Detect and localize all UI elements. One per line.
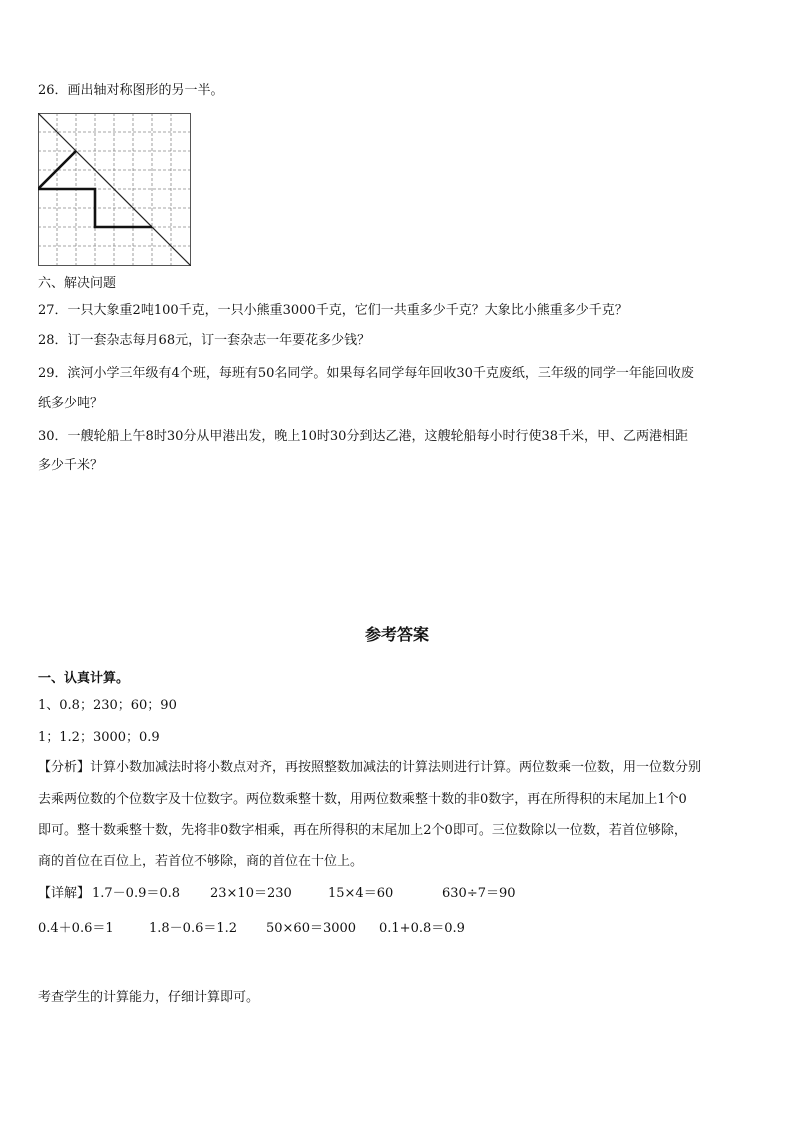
analysis-line-2: 去乘两位数的个位数字及十位数字。两位数乘整十数，用两位数乘整十数的非0数字，再在所得积的末尾加上1个0 (38, 792, 687, 807)
detail-equation: 0.4＋0.6＝1 (38, 921, 114, 936)
detail-equation: 1.8－0.6＝1.2 (149, 921, 238, 936)
question-29-line-2: 纸多少吨？ (38, 396, 104, 411)
answer-1-line-1: 1、0.8；230；60；90 (38, 698, 177, 713)
grid-figure (38, 113, 191, 266)
detail-equation: 23×10＝230 (210, 886, 292, 901)
answers-title: 参考答案 (364, 625, 429, 644)
question-30-line-2: 多少千米？ (38, 458, 104, 473)
answer-1-line-2: 1；1.2；3000；0.9 (38, 730, 160, 745)
detail-equation: 630÷7＝90 (442, 886, 516, 901)
question-26: 26．画出轴对称图形的另一半。 (38, 83, 224, 98)
symmetry-grid (38, 113, 191, 266)
detail-label: 【详解】 (38, 886, 91, 901)
detail-equation: 15×4＝60 (328, 886, 394, 901)
question-30-line-1: 30．一艘轮船上午8时30分从甲港出发，晚上10时30分到达乙港，这艘轮船每小时行使38千米，甲、乙两港相距 (38, 429, 688, 444)
detail-equation: 1.7－0.9＝0.8 (92, 886, 181, 901)
question-29-line-1: 29．滨河小学三年级有4个班，每班有50名同学。如果每名同学每年回收30千克废纸，三年级的同学一年能回收废 (38, 366, 694, 381)
section-1-heading: 一、认真计算。 (38, 671, 130, 686)
detail-equation: 50×60＝3000 (266, 921, 357, 936)
analysis-line-4: 商的首位在百位上，若首位不够除，商的首位在十位上。 (38, 854, 364, 869)
question-28: 28．订一套杂志每月68元，订一套杂志一年要花多少钱？ (38, 333, 371, 348)
analysis-line-1: 【分析】计算小数加减法时将小数点对齐，再按照整数加减法的计算法则进行计算。两位数乘一位数，用一位数分别 (38, 760, 702, 775)
detail-row-1 (38, 885, 758, 903)
analysis-line-3: 即可。整十数乘整十数，先将非0数字相乘，再在所得积的末尾加上2个0即可。三位数除以一位数，若首位够除， (38, 823, 687, 838)
detail-equation: 0.1+0.8＝0.9 (379, 921, 465, 936)
section-6-heading: 六、解决问题 (38, 276, 117, 291)
question-27: 27．一只大象重2吨100千克，一只小熊重3000千克，它们一共重多少千克？大象比小熊重多少千克？ (38, 303, 628, 318)
conclusion: 考查学生的计算能力，仔细计算即可。 (38, 990, 260, 1005)
